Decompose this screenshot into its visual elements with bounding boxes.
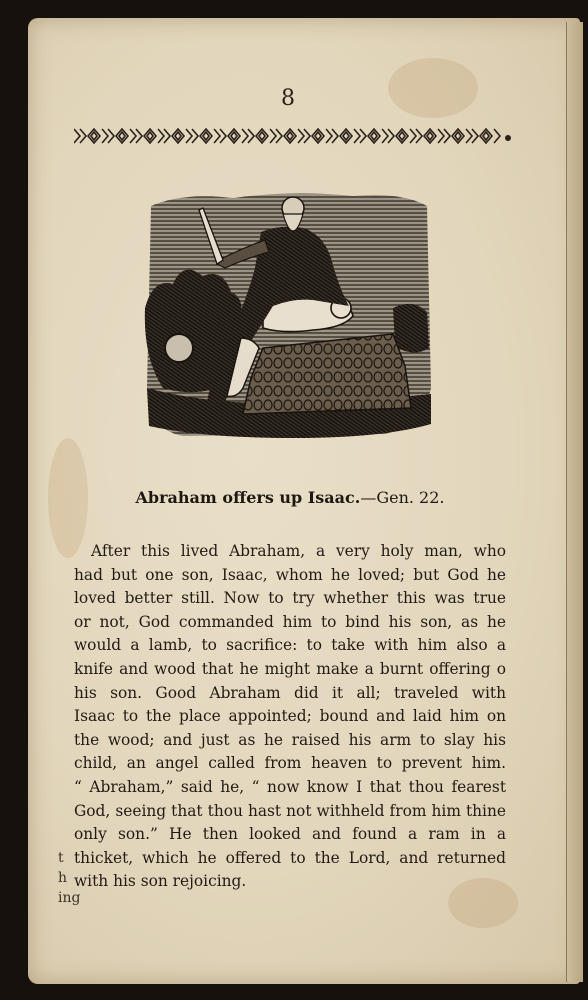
bush	[393, 304, 429, 353]
text-line: would a lamb, to sacrifice: to take with him also a	[74, 636, 506, 655]
text-line: child, an angel called from heaven to prevent him.	[74, 754, 506, 773]
woodcut-illustration	[143, 188, 435, 442]
text-line: only son.” He then looked and found a ram in a	[74, 825, 506, 844]
text-line: “ Abraham,” said he, “ now know I that thou fearest	[74, 777, 506, 796]
text-line: knife and wood that he might make a burnt offering o	[74, 659, 506, 678]
story-paragraph	[74, 540, 506, 894]
flower	[165, 334, 193, 362]
text-line: After this lived Abraham, a very holy man, who	[91, 542, 506, 560]
text-line: with his son rejoicing.	[74, 872, 247, 891]
text-line: or not, God commanded him to bind his son, as he	[74, 612, 506, 631]
text-line: had but one son, Isaac, whom he loved; but God he	[74, 565, 506, 584]
text-line: thicket, which he offered to the Lord, and returned	[74, 848, 506, 867]
margin-fragment: t	[58, 850, 64, 866]
paper-stain	[388, 58, 478, 118]
caption-title: Abraham offers up Isaac.	[135, 488, 361, 507]
text-line: loved better still. Now to try whether this was true	[74, 589, 506, 608]
text-line: the wood; and just as he raised his arm to slay his	[74, 730, 506, 749]
next-page-edge	[566, 22, 583, 982]
text-line: God, seeing that thou hast not withheld from him thine	[74, 801, 506, 820]
page-number: 8	[281, 86, 295, 111]
margin-fragment: h	[58, 870, 68, 886]
text-line: Isaac to the place appointed; bound and laid him on	[74, 707, 506, 726]
text-line: his son. Good Abraham did it all; traveled with	[74, 683, 506, 702]
caption-reference: —Gen. 22.	[360, 488, 445, 507]
illustration-caption	[60, 488, 520, 507]
decorative-border-ornament	[74, 126, 514, 146]
margin-fragment: ing	[58, 890, 81, 906]
